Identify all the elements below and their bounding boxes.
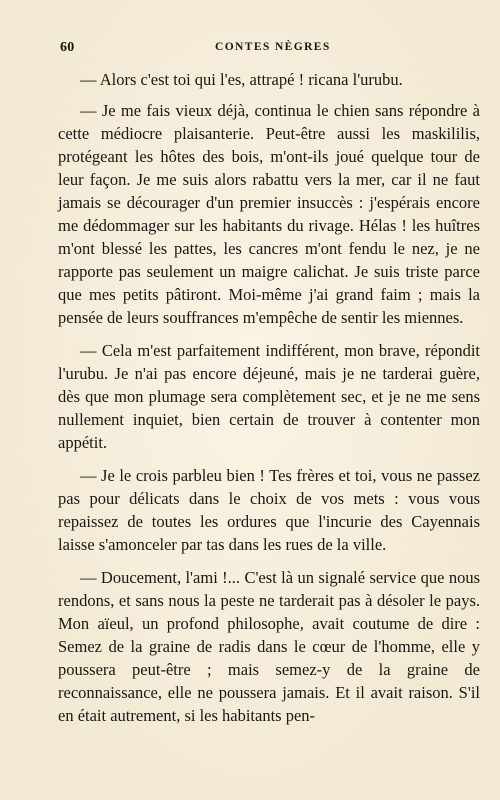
paragraph: — Je le crois parbleu bien ! Tes frères et toi, vous ne passez pas pour délicats dans le choix de vos mets : vous vous repaissez de toutes les ordures que l'incurie des Cayennais laisse s'amonceler par tas dans les rues de la ville.: [58, 466, 480, 554]
paragraph: — Je me fais vieux déjà, continua le chien sans répondre à cette médiocre plaisanterie. Peut-être aussi les maskililis, protégeant les hôtes des bois, m'ont-ils joué quelque tour de leur façon. Je me suis alors rabattu vers la mer, car il ne faut jamais se décourager d'un premier insuccès : j'espérais encore me dédommager sur les habitants du rivage. Hélas ! les huîtres m'ont blessé les pattes, les cancres m'ont fendu le nez, je ne rapporte pas seulement un maigre calichat. Je suis triste parce que mes petits pâtiront. Moi-même j'ai grand faim ; mais la pensée de leurs souffrances m'empêche de sentir les miennes.: [58, 101, 480, 327]
running-title: CONTES NÈGRES: [215, 41, 331, 53]
page-header: [60, 40, 480, 60]
paragraph: — Doucement, l'ami !... C'est là un signalé service que nous rendons, et sans nous la peste ne tarderait pas à désoler le pays. Mon aïeul, un profond philosophe, avait coutume de dire : Semez de la graine de radis dans le cœur de l'homme, elle y poussera peut-être ; mais semez-y de la graine de reconnaissance, elle ne poussera jamais. Et il avait raison. S'il en était autrement, si les habitants pen-: [58, 568, 480, 725]
page-number: 60: [60, 40, 75, 55]
paragraph: — Alors c'est toi qui l'es, attrapé ! ricana l'urubu.: [80, 70, 403, 89]
paragraph: — Cela m'est parfaitement indifférent, mon brave, répondit l'urubu. Je n'ai pas encore déjeuné, mais je ne tarderai guère, dès que mon plumage sera complètement sec, et je ne me sens nullement inquiet, bien certain de trouver à contenter mon appétit.: [58, 341, 480, 452]
page-body: [58, 68, 480, 737]
